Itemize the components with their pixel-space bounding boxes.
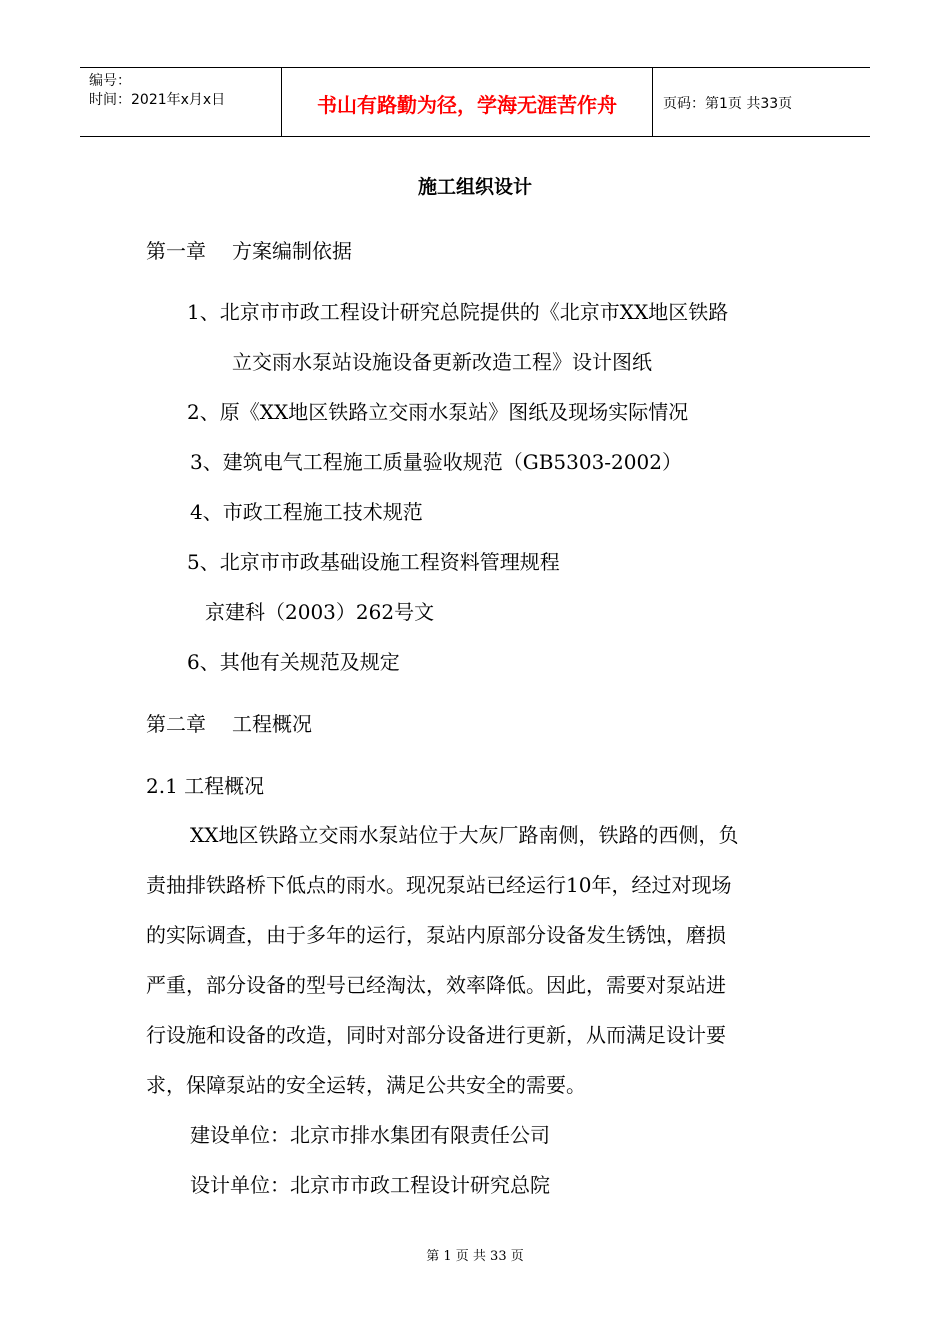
basis-item-6: 6、其他有关规范及规定 <box>187 650 400 674</box>
document-title: 施工组织设计 <box>417 176 532 198</box>
basis-item-3: 3、建筑电气工程施工质量验收规范（GB5303-2002） <box>190 450 682 474</box>
overview-paragraph-line: 的实际调查，由于多年的运行，泵站内原部分设备发生锈蚀，磨损 <box>146 923 726 947</box>
overview-paragraph-line: 严重，部分设备的型号已经淘汰，效率降低。因此，需要对泵站进 <box>146 973 726 997</box>
chapter-1-title: 方案编制依据 <box>232 239 352 263</box>
chapter-1-number: 第一章 <box>146 239 206 263</box>
header-meta <box>80 68 282 136</box>
number-label: 编号： <box>89 73 131 89</box>
chapter-2-title: 工程概况 <box>232 712 312 736</box>
section-2-1-heading: 2.1 工程概况 <box>146 774 265 798</box>
basis-item-1-cont: 立交雨水泵站设施设备更新改造工程》设计图纸 <box>232 350 652 374</box>
header-page-info: 页码：第1页 共33页 <box>663 96 793 112</box>
basis-item-5: 5、北京市市政基础设施工程资料管理规程 <box>187 550 560 574</box>
time-label: 时间：2021年x月x日 <box>89 92 226 108</box>
chapter-1-heading <box>146 235 352 264</box>
chapter-2-number: 第二章 <box>146 712 206 736</box>
basis-item-4: 4、市政工程施工技术规范 <box>190 500 423 524</box>
basis-item-2: 2、原《XX地区铁路立交雨水泵站》图纸及现场实际情况 <box>187 400 689 424</box>
overview-paragraph-line: XX地区铁路立交雨水泵站位于大灰厂路南侧，铁路的西侧，负 <box>190 823 739 847</box>
builder-unit: 建设单位：北京市排水集团有限责任公司 <box>190 1123 550 1147</box>
basis-item-5-cont: 京建科（2003）262号文 <box>205 600 435 624</box>
header-motto: 书山有路勤为径，学海无涯苦作舟 <box>282 68 653 136</box>
page-header <box>80 67 870 137</box>
overview-paragraph-line: 行设施和设备的改造，同时对部分设备进行更新，从而满足设计要 <box>146 1023 726 1047</box>
basis-item-1: 1、北京市市政工程设计研究总院提供的《北京市XX地区铁路 <box>187 300 729 324</box>
overview-paragraph-line: 责抽排铁路桥下低点的雨水。现况泵站已经运行10年，经过对现场 <box>146 873 732 897</box>
overview-paragraph-line: 求，保障泵站的安全运转，满足公共安全的需要。 <box>146 1073 586 1097</box>
designer-unit: 设计单位：北京市市政工程设计研究总院 <box>190 1173 550 1197</box>
chapter-2-heading <box>146 708 312 737</box>
page-footer: 第 1 页 共 33 页 <box>426 1249 524 1264</box>
